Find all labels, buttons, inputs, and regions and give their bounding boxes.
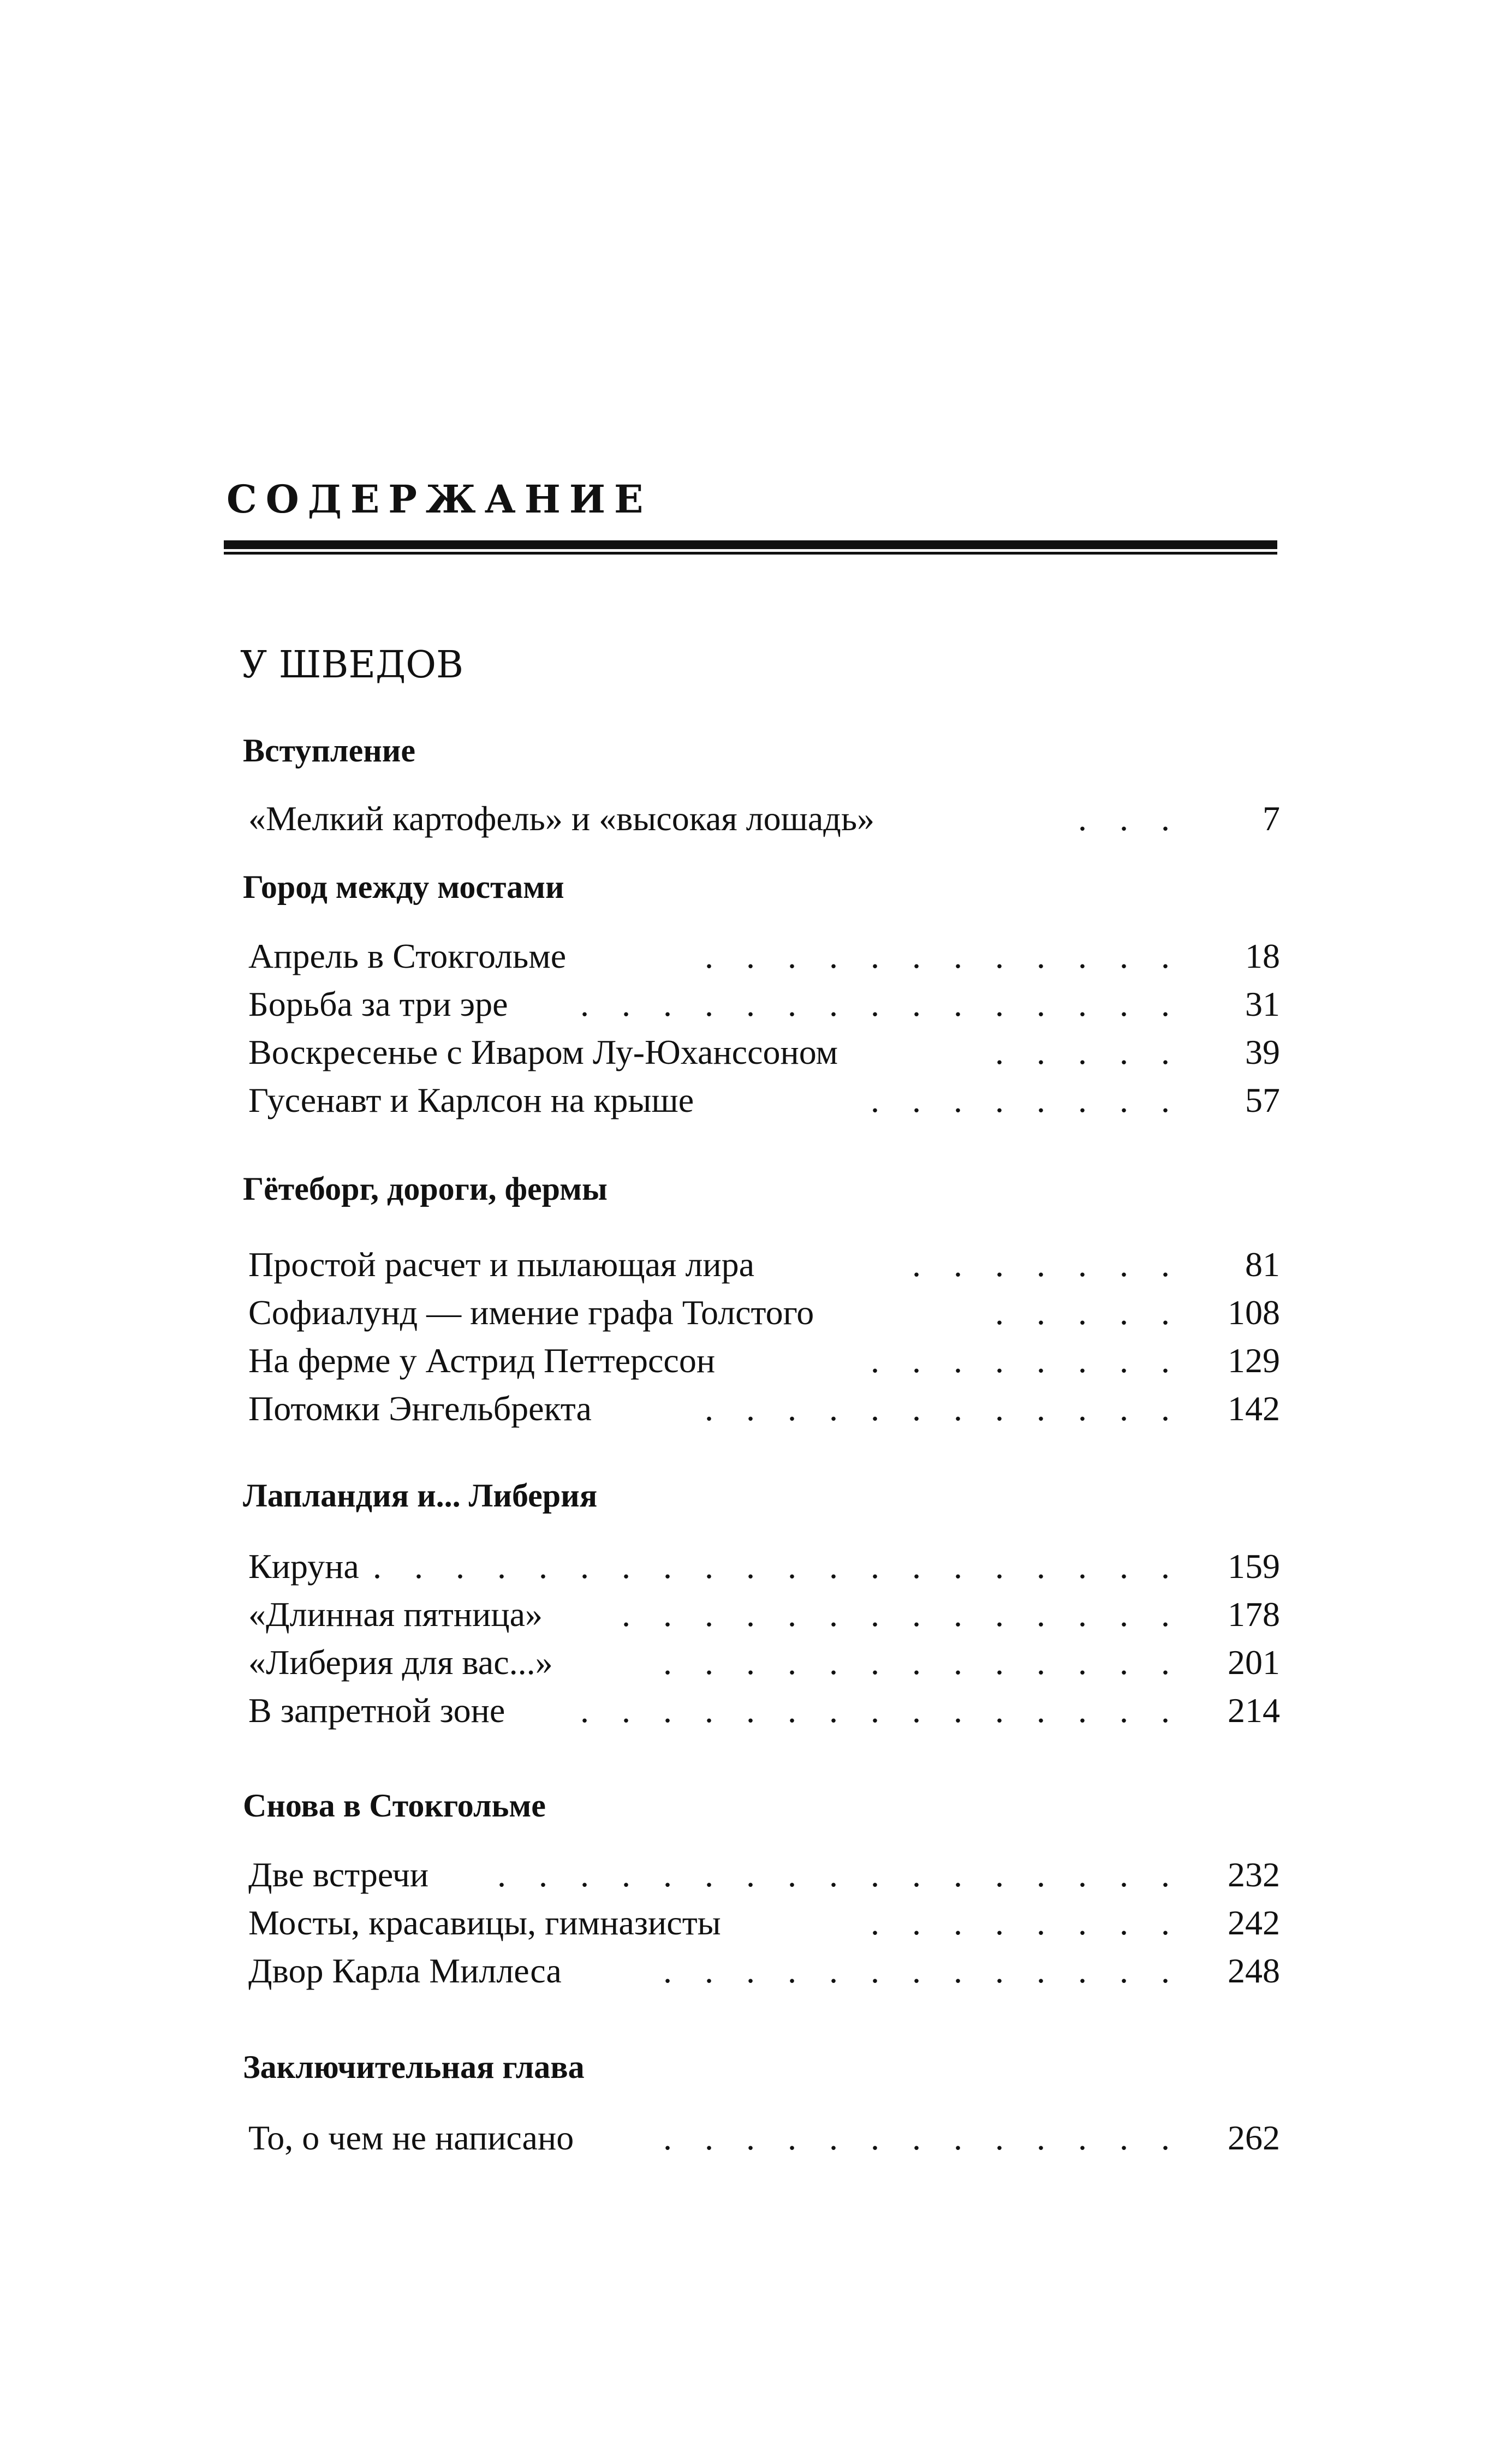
toc-entry-title: Воскресенье с Иваром Лу-Юханссоном xyxy=(248,1033,838,1071)
toc-entry[interactable] xyxy=(248,1343,1280,1387)
dot-leader: . . . . . . . . . . . . . . xyxy=(622,1595,1182,1634)
toc-entry-title: Гусенавт и Карлсон на крыше xyxy=(248,1081,694,1119)
title-rule-thin xyxy=(224,552,1277,555)
dot-leader: . . . xyxy=(1078,799,1182,838)
toc-entry[interactable] xyxy=(248,1693,1280,1737)
dot-leader: . . . . . . . . . . . . . xyxy=(663,1951,1182,1990)
dot-leader: . . . . . . . . . . . . . . . . . . . . xyxy=(373,1547,1182,1586)
dot-leader: . . . . . . . . . . . . . . . . . xyxy=(497,1855,1182,1894)
toc-entry[interactable] xyxy=(248,1857,1280,1901)
toc-entry-title: На ферме у Астрид Петтерссон xyxy=(248,1341,716,1380)
section-heading: Город между мостами xyxy=(243,869,564,905)
page-number: 7 xyxy=(1263,799,1280,838)
toc-entry[interactable] xyxy=(248,1645,1280,1689)
title-rule xyxy=(224,540,1277,555)
dot-leader: . . . . . xyxy=(995,1033,1182,1071)
section-heading: Гётеборг, дороги, фермы xyxy=(243,1171,608,1207)
contents-title: СОДЕРЖАНИЕ xyxy=(227,476,652,522)
page-number: 159 xyxy=(1228,1547,1280,1586)
toc-entry[interactable] xyxy=(248,1247,1280,1291)
page-number: 18 xyxy=(1245,937,1280,975)
page-number: 108 xyxy=(1228,1293,1280,1332)
toc-entry[interactable] xyxy=(248,1083,1280,1127)
dot-leader: . . . . . xyxy=(995,1293,1182,1332)
section-heading: Заключительная глава xyxy=(243,2049,585,2085)
toc-entry[interactable] xyxy=(248,987,1280,1031)
toc-entry[interactable] xyxy=(248,1391,1280,1435)
toc-entry[interactable] xyxy=(248,1549,1280,1593)
toc-entry-title: Борьба за три эре xyxy=(248,985,508,1023)
toc-entry[interactable] xyxy=(248,1953,1280,1997)
toc-entry-title: Апрель в Стокгольме xyxy=(248,937,567,975)
dot-leader: . . . . . . . . xyxy=(871,1903,1182,1942)
dot-leader: . . . . . . . . . . . . xyxy=(705,1389,1182,1428)
page-number: 31 xyxy=(1245,985,1280,1023)
toc-entry[interactable] xyxy=(248,2118,1280,2164)
toc-entry[interactable] xyxy=(248,939,1280,982)
toc-entry[interactable] xyxy=(248,1035,1280,1079)
toc-entry[interactable] xyxy=(248,801,1280,845)
title-rule-thick xyxy=(224,540,1277,549)
toc-entry-title: Софиалунд — имение графа Толстого xyxy=(248,1293,814,1332)
page-number: 262 xyxy=(1228,2118,1280,2157)
page-number: 129 xyxy=(1228,1341,1280,1380)
dot-leader: . . . . . . . . xyxy=(871,1081,1182,1119)
page-number: 248 xyxy=(1228,1951,1280,1990)
toc-entry-title: «Либерия для вас...» xyxy=(248,1643,553,1682)
toc-entry-title: Простой расчет и пылающая лира xyxy=(248,1245,755,1284)
toc-entry-title: «Длинная пятница» xyxy=(248,1595,543,1634)
page-number: 232 xyxy=(1228,1855,1280,1894)
section-heading: Снова в Стокгольме xyxy=(243,1788,546,1824)
toc-entry-title: В запретной зоне xyxy=(248,1691,505,1730)
toc-entry[interactable] xyxy=(248,1295,1280,1339)
dot-leader: . . . . . . . xyxy=(912,1245,1182,1284)
dot-leader: . . . . . . . . . . . . . xyxy=(663,2118,1182,2157)
page-number: 242 xyxy=(1228,1903,1280,1942)
dot-leader: . . . . . . . . . . . . . . . xyxy=(580,985,1182,1023)
toc-entry[interactable] xyxy=(248,1597,1280,1641)
page-number: 214 xyxy=(1228,1691,1280,1730)
toc-entry-title: Потомки Энгельбректа xyxy=(248,1389,592,1428)
toc-entry-title: Кируна xyxy=(248,1547,359,1586)
toc-entry-title: Двор Карла Миллеса xyxy=(248,1951,562,1990)
section-heading: Вступление xyxy=(243,732,415,769)
page-number: 201 xyxy=(1228,1643,1280,1682)
dot-leader: . . . . . . . . . . . . . . . xyxy=(580,1691,1182,1730)
toc-entry[interactable] xyxy=(248,1905,1280,1949)
dot-leader: . . . . . . . . xyxy=(871,1341,1182,1380)
toc-entry-title: То, о чем не написано xyxy=(248,2118,574,2157)
page-number: 39 xyxy=(1245,1033,1280,1071)
page-number: 178 xyxy=(1228,1595,1280,1634)
page-number: 142 xyxy=(1228,1389,1280,1428)
dot-leader: . . . . . . . . . . . . xyxy=(705,937,1182,975)
toc-entry-title: «Мелкий картофель» и «высокая лошадь» xyxy=(248,799,875,838)
toc-entry-title: Две встречи xyxy=(248,1855,429,1894)
part-title: У ШВЕДОВ xyxy=(240,644,463,687)
section-heading: Лапландия и... Либерия xyxy=(243,1478,598,1514)
dot-leader: . . . . . . . . . . . . . xyxy=(663,1643,1182,1682)
page-number: 57 xyxy=(1245,1081,1280,1119)
toc-entry-title: Мосты, красавицы, гимназисты xyxy=(248,1903,721,1942)
page-number: 81 xyxy=(1245,1245,1280,1284)
